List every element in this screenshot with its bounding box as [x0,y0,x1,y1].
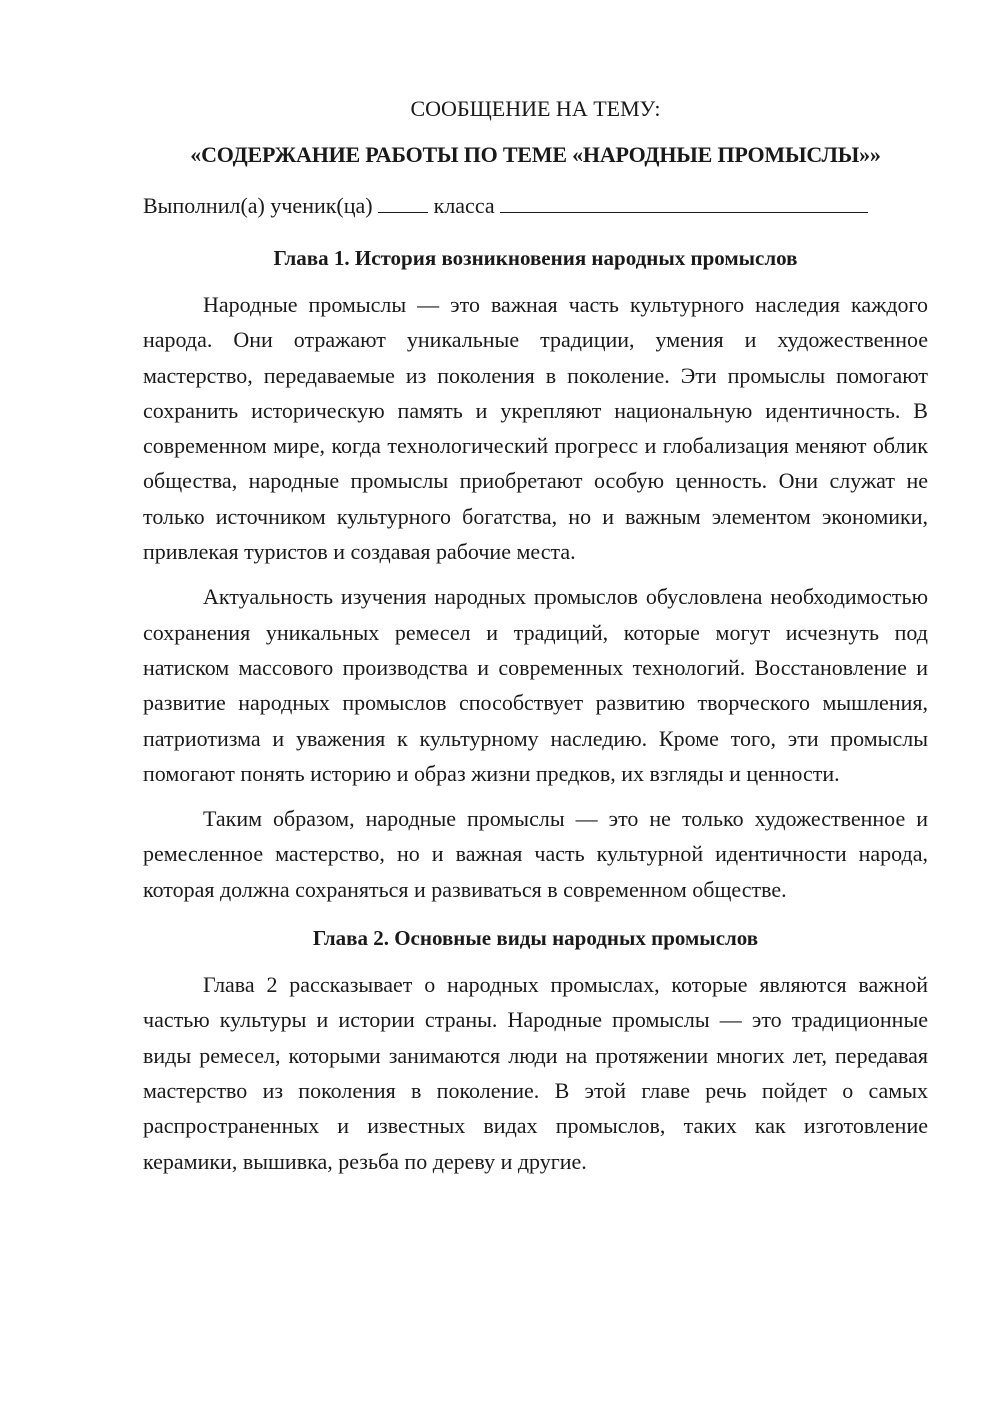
chapter-1-paragraph-3: Таким образом, народные промыслы — это не только художественное и ремесленное мастерство, но и важная часть культурной идентичности народа, которая должна сохраняться и развиваться в современном обществе. [143,806,928,902]
chapter-1-paragraph-1: Народные промыслы — это важная часть культурного наследия каждого народа. Они отражают уникальные традиции, умения и художественное мастерство, передаваемые из поколения в поколение. Эти промыслы помогают сохранить историческую память и укрепляют национальную идентичность. В современном мире, когда технологический прогресс и глобализация меняют облик общества, народные промыслы приобретают особую ценность. Они служат не только источником культурного богатства, но и важным элементом экономики, привлекая туристов и создавая рабочие места. [143,292,928,565]
document-title-line-1: СООБЩЕНИЕ НА ТЕМУ: [410,96,661,121]
document-page [143,92,928,1189]
chapter-2-heading: Глава 2. Основные виды народных промыслов [312,926,759,951]
chapter-2-paragraph-1: Глава 2 рассказывает о народных промыслах, которые являются важной частью культуры и истории страны. Народные промыслы — это традиционные виды ремесел, которыми занимаются люди на протяжении многих лет, передавая мастерство из поколения в поколение. В этой главе речь пойдет о самых распространенных и известных видах промыслов, таких как изготовление керамики, вышивка, резьба по дереву и другие. [143,972,928,1174]
document-title-line-2: «СОДЕРЖАНИЕ РАБОТЫ ПО ТЕМЕ «НАРОДНЫЕ ПРОМЫСЛЫ»» [190,142,881,167]
performed-by-label: Выполнил(а) ученик(ца) [143,193,373,218]
name-blank-field [500,192,868,213]
class-label: класса [433,193,495,218]
chapter-1-paragraph-2: Актуальность изучения народных промыслов обусловлена необходимостью сохранения уникальных ремесел и традиций, которые могут исчезнуть под натиском массового производства и современных технологий. Восстановление и развитие народных промыслов способствует развитию творческого мышления, патриотизма и уважения к культурному наследию. Кроме того, эти промыслы помогают понять историю и образ жизни предков, их взгляды и ценности. [143,584,928,786]
grade-blank-field [378,192,428,213]
signature-line [143,189,928,223]
chapter-1-heading: Глава 1. История возникновения народных промыслов [273,246,798,270]
